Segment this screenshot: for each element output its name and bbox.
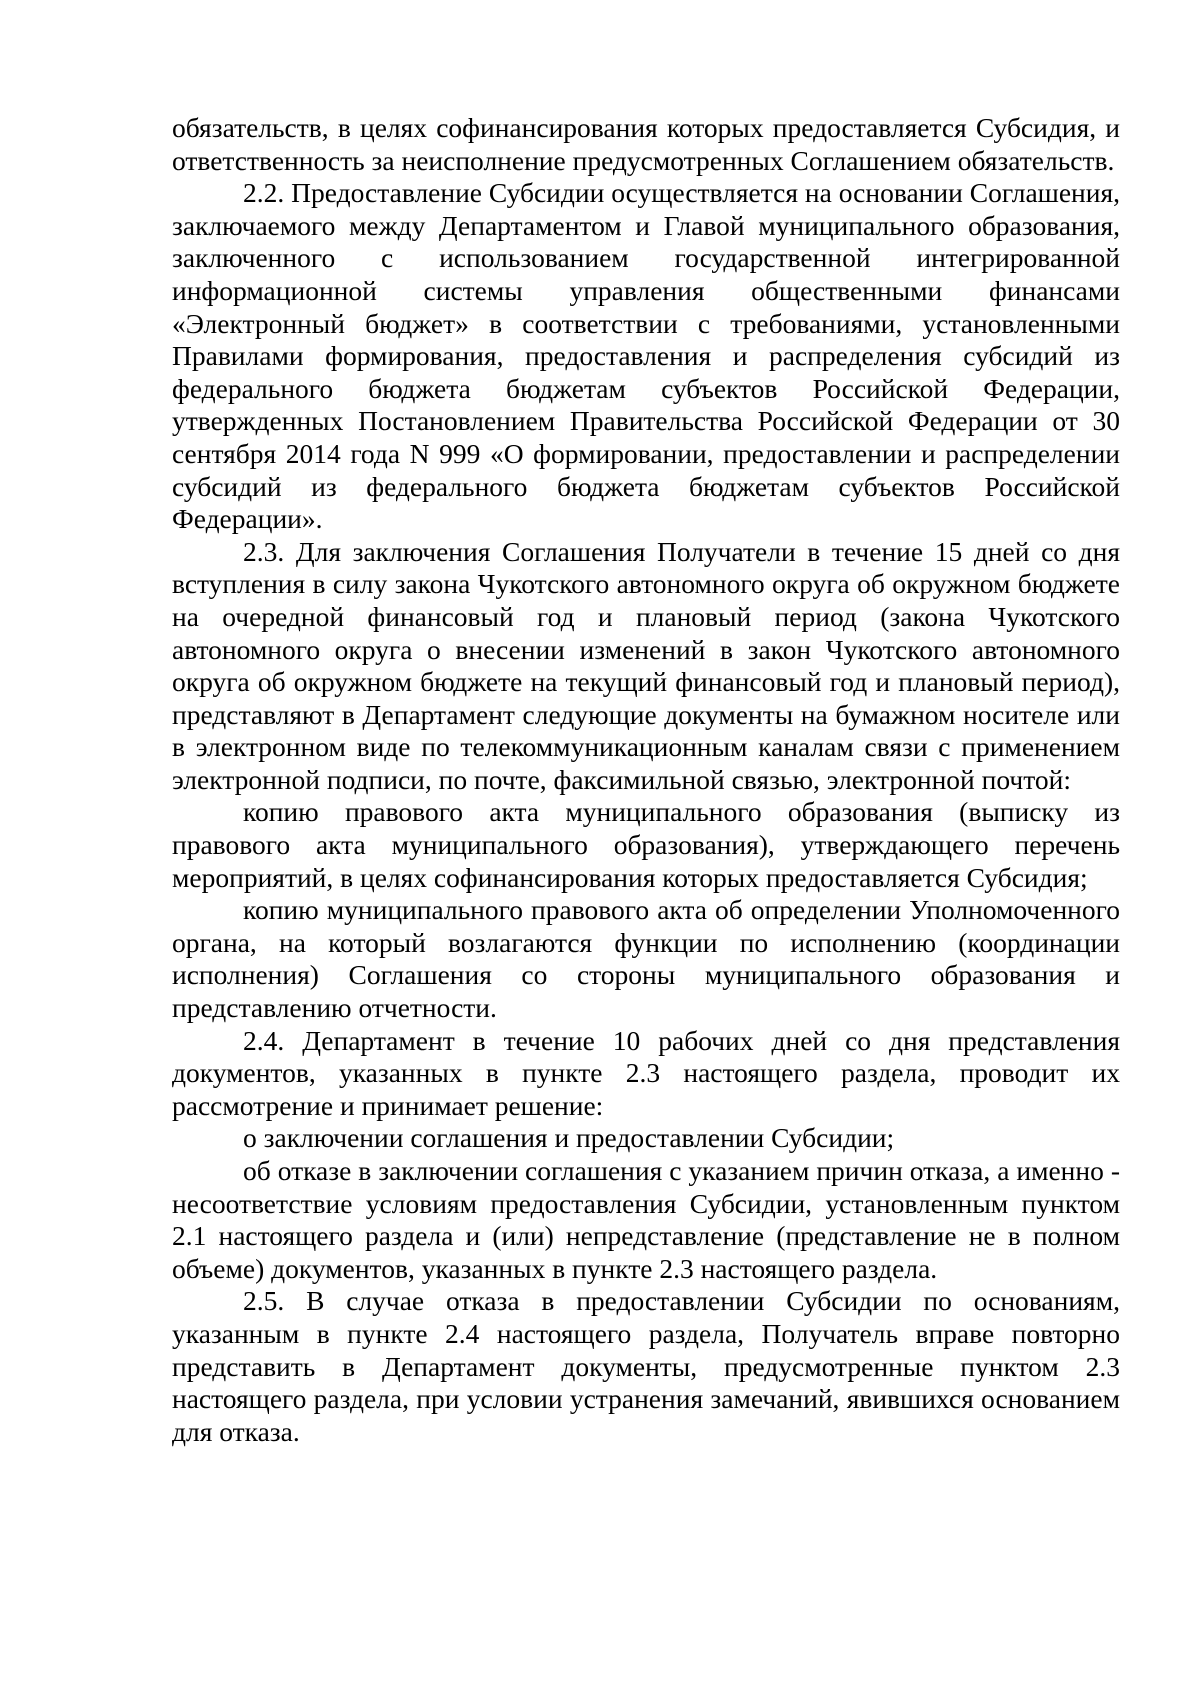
paragraph-2-2: 2.2. Предоставление Субсидии осуществляется на основании Соглашения, заключаемого между Департаментом и Главой муниципального образования, заключенного с использованием государственной интегрированной информационной системы управления общественными финансами «Электронный бюджет» в соответствии с требованиями, установленными Правилами формирования, предоставления и распределения субсидий из федерального бюджета бюджетам субъектов Российской Федерации, утвержденных Постановлением Правительства Российской Федерации от 30 сентября 2014 года N 999 «О формировании, предоставлении и распределении субсидий из федерального бюджета бюджетам субъектов Российской Федерации». [172,177,1120,535]
paragraph-continuation: обязательств, в целях софинансирования которых предоставляется Субсидия, и ответственность за неисполнение предусмотренных Соглашением обязательств. [172,112,1120,176]
list-item-decision-approve: о заключении соглашения и предоставлении Субсидии; [243,1122,895,1154]
document-page [172,112,1120,1448]
paragraph-2-4: 2.4. Департамент в течение 10 рабочих дней со дня представления документов, указанных в пункте 2.3 настоящего раздела, проводит их рассмотрение и принимает решение: [172,1024,1120,1121]
list-item-authorized-body-act: копию муниципального правового акта об определении Уполномоченного органа, на который возлагаются функции по исполнению (координации исполнения) Соглашения со стороны муниципального образования и представлению отчетности. [172,894,1120,1024]
list-item-decision-refuse: об отказе в заключении соглашения с указанием причин отказа, а именно - несоответствие условиям предоставления Субсидии, установленным пунктом 2.1 настоящего раздела и (или) непредставление (представление не в полном объеме) документов, указанных в пункте 2.3 настоящего раздела. [172,1155,1120,1284]
list-item-legal-act-copy: копию правового акта муниципального образования (выписку из правового акта муниципального образования), утверждающего перечень мероприятий, в целях софинансирования которых предоставляется Субсидия; [172,796,1120,893]
paragraph-2-3: 2.3. Для заключения Соглашения Получатели в течение 15 дней со дня вступления в силу закона Чукотского автономного округа об окружном бюджете на очередной финансовый год и плановый период (закона Чукотского автономного округа о внесении изменений в закон Чукотского автономного округа об окружном бюджете на текущий финансовый год и плановый период), представляют в Департамент следующие документы на бумажном носителе или в электронном виде по телекоммуникационным каналам связи с применением электронной подписи, по почте, факсимильной связью, электронной почтой: [172,535,1120,795]
paragraph-2-5: 2.5. В случае отказа в предоставлении Субсидии по основаниям, указанным в пункте 2.4 настоящего раздела, Получатель вправе повторно представить в Департамент документы, предусмотренные пунктом 2.3 настоящего раздела, при условии устранения замечаний, явившихся основанием для отказа. [172,1285,1120,1447]
